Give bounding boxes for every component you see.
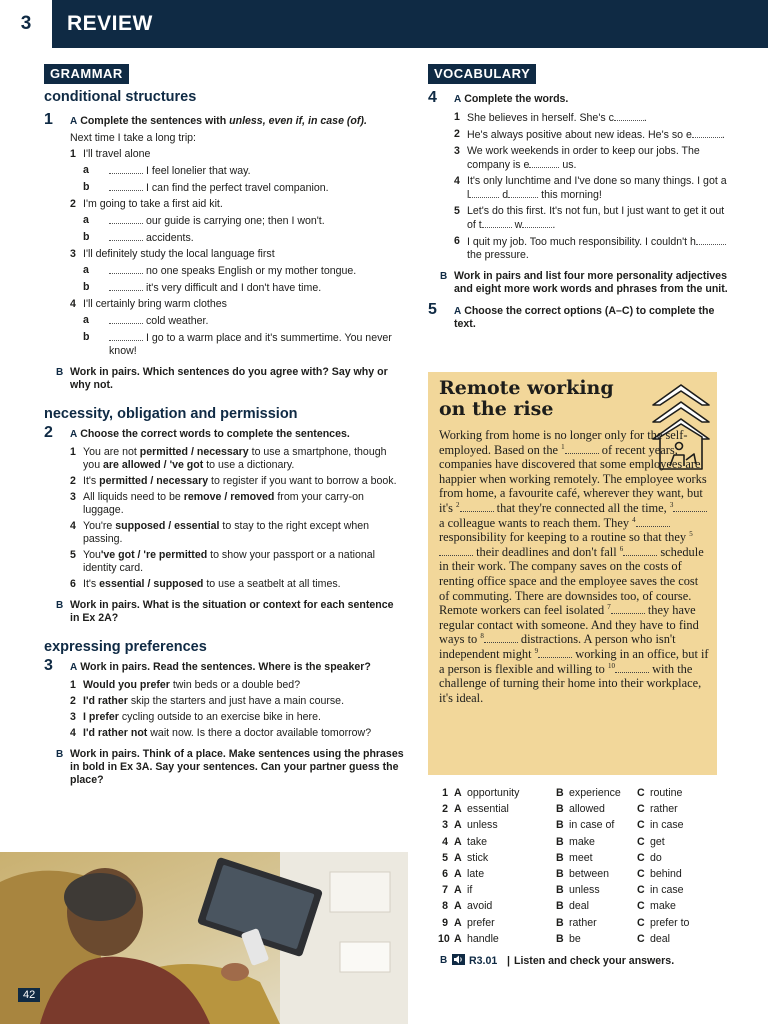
article-blank[interactable] — [636, 516, 670, 527]
option-number: 6 — [442, 867, 448, 880]
option-b[interactable]: make — [569, 835, 595, 848]
sub-text: our guide is carrying one; then I won't. — [146, 215, 325, 227]
option-number: 9 — [442, 916, 448, 929]
exercise-3a — [44, 657, 404, 740]
exercise-instruction: Listen and check your answers. — [514, 954, 675, 967]
option-label: A — [454, 851, 462, 864]
sub-item — [83, 331, 404, 358]
article-blank[interactable] — [673, 501, 707, 512]
article-segment: that they're connected all the time, — [493, 500, 670, 515]
answer-blank[interactable] — [692, 128, 722, 138]
sentence-item — [70, 298, 404, 311]
sentence-item — [70, 549, 404, 575]
sentence-text: from your carry-on luggage. — [83, 491, 364, 516]
option-label: A — [454, 819, 462, 832]
exercise-number: 4 — [428, 89, 437, 106]
sub-letter: a — [83, 214, 89, 226]
option-label: A — [454, 916, 462, 929]
exercise-instruction: Work in pairs. Think of a place. Make sentences using the phrases in bold in Ex 3A. Say your sentences. Can your partner guess the place? — [70, 748, 404, 786]
sub-item — [83, 314, 404, 328]
section-heading-preferences: expressing preferences — [44, 639, 207, 655]
sentence-text: It's — [83, 475, 100, 487]
vocabulary-tag: VOCABULARY — [428, 64, 536, 84]
answer-blank[interactable] — [109, 231, 143, 241]
option-label: B — [556, 867, 564, 880]
option-b[interactable]: be — [569, 932, 581, 945]
exercise-instruction: Work in pairs. Which sentences do you agree with? Say why or why not. — [70, 366, 388, 391]
sentence-text: this morning! — [538, 189, 602, 201]
article-segment: with the challenge of turning their home into their workplace, it's ideal. — [439, 661, 702, 705]
item-number: 6 — [454, 235, 460, 247]
sentence-text: d — [499, 189, 509, 201]
sentence-text: . — [643, 112, 647, 124]
sentence-text: to register if you want to borrow a book. — [208, 475, 397, 487]
sub-text: accidents. — [146, 232, 194, 244]
option-a[interactable]: prefer — [467, 916, 495, 929]
option-label: B — [556, 819, 564, 832]
word-choice[interactable]: permitted / necessary — [99, 475, 209, 487]
option-label: A — [454, 932, 462, 945]
sub-text: I feel lonelier that way. — [146, 165, 251, 177]
gap-number: 6 — [619, 544, 624, 553]
exercise-number: 1 — [44, 111, 53, 128]
exercise-letter: B — [440, 954, 448, 966]
word-choice[interactable]: are allowed / 've got — [103, 459, 204, 471]
option-c[interactable]: make — [650, 900, 676, 913]
article-segment: of recent years, companies have discovered that some employees are happier when working remotely. The employee works from home, a favourite café, wherever they want, but it's — [439, 442, 707, 515]
option-c[interactable]: routine — [650, 787, 683, 799]
item-number: 3 — [70, 491, 76, 503]
option-c[interactable]: behind — [650, 867, 682, 880]
sentence-text: the pressure. — [467, 249, 529, 261]
exercise-letter: B — [56, 749, 64, 760]
article-blank[interactable] — [565, 443, 599, 454]
option-b[interactable]: experience — [569, 787, 621, 799]
exercise-4b — [440, 270, 728, 296]
item-number: 1 — [70, 148, 76, 160]
sentence-item — [70, 578, 404, 591]
article-blank[interactable] — [615, 662, 649, 673]
option-c[interactable]: deal — [650, 932, 671, 945]
answer-blank[interactable] — [109, 164, 143, 174]
option-label: C — [637, 803, 645, 816]
sub-letter: b — [83, 231, 90, 243]
sentence-text: to use a seatbelt at all times. — [203, 578, 341, 590]
exercise-intro: Next time I take a long trip: — [70, 132, 197, 144]
section-heading-conditional: conditional structures — [44, 89, 197, 105]
grammar-column — [44, 64, 404, 787]
option-label: C — [637, 900, 645, 913]
sentence-text: . — [552, 219, 556, 231]
option-label: A — [454, 803, 462, 816]
answer-blank[interactable] — [696, 235, 726, 245]
exercise-letter: A — [70, 662, 78, 673]
option-number: 10 — [438, 932, 450, 945]
answer-blank[interactable] — [109, 281, 143, 291]
sentence-text: twin beds or a double bed? — [169, 679, 301, 691]
answer-blank[interactable] — [529, 158, 559, 168]
option-label: C — [637, 819, 645, 832]
item-number: 2 — [70, 198, 76, 210]
option-label: A — [454, 884, 462, 897]
sentence-item — [70, 475, 404, 488]
article-box — [428, 372, 717, 775]
item-number: 2 — [70, 475, 76, 487]
option-a[interactable]: avoid — [467, 900, 493, 913]
separator: | — [507, 954, 510, 967]
option-label: C — [637, 851, 645, 864]
item-number: 2 — [70, 695, 76, 707]
sentence-text: You are not — [83, 446, 140, 458]
vocabulary-column — [428, 64, 728, 331]
item-number: 2 — [454, 128, 460, 140]
exercise-letter: A — [454, 94, 462, 105]
bold-phrase: I'd rather — [83, 695, 128, 707]
exercise-number: 5 — [428, 301, 437, 318]
sub-item — [83, 164, 404, 178]
sub-text: cold weather. — [146, 315, 209, 327]
page-title: REVIEW — [67, 12, 153, 35]
word-choice[interactable]: 've got / 're permitted — [100, 549, 208, 561]
sub-text: it's very difficult and I don't have time. — [146, 282, 322, 294]
option-a[interactable]: unless — [467, 819, 498, 832]
gap-number: 4 — [632, 515, 636, 524]
sentence-item — [70, 727, 404, 740]
sub-text: I can find the perfect travel companion. — [146, 182, 329, 194]
sentence-item — [70, 695, 404, 708]
option-b[interactable]: unless — [569, 884, 600, 897]
option-a[interactable]: take — [467, 835, 488, 848]
sentence-item — [70, 711, 404, 724]
option-a[interactable]: if — [467, 884, 473, 897]
option-label: A — [454, 900, 462, 913]
option-c[interactable]: prefer to — [650, 916, 690, 929]
answer-blank[interactable] — [469, 188, 499, 198]
option-number: 8 — [442, 900, 448, 913]
exercise-instruction: Complete the words. — [464, 93, 569, 105]
option-b[interactable]: between — [569, 867, 610, 880]
item-number: 3 — [70, 248, 76, 260]
option-number: 1 — [442, 787, 448, 799]
option-b[interactable]: deal — [569, 900, 590, 913]
gap-number: 2 — [456, 500, 460, 509]
sentence-text: You — [83, 549, 101, 561]
option-label: A — [454, 867, 462, 880]
item-number: 3 — [454, 145, 460, 157]
sentence-text: It's — [83, 578, 100, 590]
option-label: B — [556, 900, 564, 913]
item-number: 4 — [70, 298, 76, 310]
exercise-1a — [44, 111, 404, 358]
photo-man-with-laptop — [0, 852, 408, 1024]
gap-number: 10 — [607, 661, 615, 670]
sub-letter: a — [83, 264, 89, 276]
sentence-item — [70, 520, 404, 546]
exercise-2a — [44, 424, 404, 591]
exercise-number: 3 — [44, 657, 53, 674]
sentence-item — [70, 198, 404, 211]
item-number: 4 — [454, 175, 460, 187]
item-number: 4 — [70, 727, 76, 739]
answer-blank[interactable] — [109, 314, 143, 324]
option-b[interactable]: allowed — [569, 803, 605, 816]
exercise-letter: A — [70, 116, 78, 127]
option-label: B — [556, 803, 564, 816]
sentence-text: Let's do this first. It's not fun, but I just want to get it out of t — [467, 205, 725, 231]
option-label: A — [454, 787, 462, 799]
sentence-item — [454, 235, 728, 262]
sub-item — [83, 181, 404, 195]
option-label: B — [556, 884, 564, 897]
option-label: C — [637, 787, 645, 799]
item-number: 3 — [70, 711, 76, 723]
sentence-text: to use a smartphone, though you — [83, 446, 387, 471]
sentence-item — [70, 679, 404, 692]
sentence-text: I'm going to take a first aid kit. — [83, 198, 223, 210]
exercise-2b — [56, 599, 404, 625]
bold-phrase: I prefer — [83, 711, 119, 723]
option-a[interactable]: essential — [467, 803, 509, 816]
sentence-text: You're — [83, 520, 116, 532]
sentence-text: . — [721, 129, 725, 141]
exercise-letter: B — [56, 600, 64, 611]
sentence-item — [454, 145, 728, 172]
option-c[interactable]: rather — [650, 803, 678, 816]
option-b[interactable]: meet — [569, 851, 593, 864]
sub-letter: b — [83, 331, 90, 343]
exercise-instruction: Complete the sentences with — [80, 115, 227, 127]
sentence-text: cycling outside to an exercise bike in here. — [118, 711, 321, 723]
word-choice[interactable]: essential / supposed — [99, 578, 204, 590]
option-number: 2 — [442, 803, 448, 816]
option-a[interactable]: handle — [467, 932, 499, 945]
sentence-text: We work weekends in order to keep our jobs. The company is e — [467, 145, 700, 171]
audio-track-code[interactable]: R3.01 — [469, 954, 498, 967]
answer-blank[interactable] — [614, 111, 644, 121]
option-a[interactable]: opportunity — [467, 787, 520, 799]
sentence-text: w — [511, 219, 523, 231]
sentence-text: He's always positive about new ideas. He's so e — [467, 129, 692, 141]
exercise-instruction: Choose the correct words to complete the sentences. — [80, 428, 350, 440]
option-label: C — [637, 932, 645, 945]
article-segment: responsibility for keeping to a routine so that they — [439, 530, 690, 545]
article-blank[interactable] — [538, 647, 572, 658]
section-heading-necessity: necessity, obligation and permission — [44, 406, 298, 422]
sub-item — [83, 281, 404, 295]
option-b[interactable]: in case of — [569, 819, 615, 832]
sub-item — [83, 214, 404, 228]
sentence-item — [454, 111, 728, 125]
gap-number: 8 — [480, 632, 484, 641]
answer-blank[interactable] — [522, 218, 552, 228]
answer-blank[interactable] — [109, 331, 143, 341]
option-b[interactable]: rather — [569, 916, 597, 929]
answer-blank[interactable] — [109, 181, 143, 191]
option-number: 5 — [442, 851, 448, 864]
unit-number: 3 — [0, 0, 52, 48]
sentence-item — [454, 128, 728, 142]
sentence-text: I'll certainly bring warm clothes — [83, 298, 227, 310]
option-label: B — [556, 916, 564, 929]
sub-letter: a — [83, 314, 89, 326]
exercise-1b — [56, 366, 404, 392]
option-label: B — [556, 835, 564, 848]
item-number: 1 — [70, 446, 76, 458]
article-title: Remote working on the rise — [439, 377, 614, 420]
page-number: 42 — [18, 988, 40, 1002]
sentence-text: It's only lunchtime and I've done so many things. I got a l — [467, 175, 727, 201]
option-label: C — [637, 884, 645, 897]
sentence-text: us. — [559, 159, 577, 171]
option-label: C — [637, 867, 645, 880]
article-text — [439, 428, 711, 705]
option-number: 4 — [442, 835, 448, 848]
answer-blank[interactable] — [109, 264, 143, 274]
option-a[interactable]: stick — [467, 851, 489, 864]
exercise-instruction: Work in pairs and list four more personality adjectives and eight more work words and phrases from the unit. — [454, 270, 728, 295]
sentence-text: to show your passport or a national identity card. — [83, 549, 376, 574]
item-number: 5 — [70, 549, 76, 561]
option-label: B — [556, 787, 564, 799]
item-number: 6 — [70, 578, 76, 590]
speaker-icon[interactable] — [452, 954, 465, 965]
exercise-letter: A — [70, 429, 78, 440]
article-blank[interactable] — [611, 603, 645, 614]
option-number: 7 — [442, 884, 448, 897]
sentence-text: I'll definitely study the local language first — [83, 248, 275, 260]
article-blank[interactable] — [623, 545, 657, 556]
word-choice[interactable]: permitted / necessary — [139, 446, 249, 458]
sentence-text: wait now. Is there a doctor available tomorrow? — [147, 727, 372, 739]
option-c[interactable]: get — [650, 835, 665, 848]
gap-number: 5 — [689, 530, 693, 539]
article-segment: their deadlines and don't fall — [473, 544, 620, 559]
sentence-item — [454, 205, 728, 232]
sub-item — [83, 231, 404, 245]
sentence-text: I quit my job. Too much responsibility. I couldn't h — [467, 236, 696, 248]
article-segment: a colleague wants to reach them. They — [439, 515, 633, 530]
item-number: 1 — [70, 679, 76, 691]
sentence-item — [70, 148, 404, 161]
gap-number: 9 — [534, 646, 539, 655]
article-blank[interactable] — [460, 501, 494, 512]
sub-item — [83, 264, 404, 278]
article-segment: distractions. A person who isn't independent might — [439, 632, 676, 661]
exercise-letter: A — [454, 306, 462, 317]
sentence-item — [70, 446, 404, 472]
option-label: C — [637, 835, 645, 848]
option-label: C — [637, 916, 645, 929]
item-number: 4 — [70, 520, 76, 532]
sentence-text: skip the starters and just have a main course. — [127, 695, 345, 707]
sub-text: no one speaks English or my mother tongue. — [146, 265, 357, 277]
option-label: A — [454, 835, 462, 848]
sentence-item — [70, 248, 404, 261]
sub-text: I go to a warm place and it's summertime. You never know! — [109, 332, 392, 357]
sub-letter: b — [83, 281, 90, 293]
sentence-text: I'll travel alone — [83, 148, 151, 160]
bold-phrase: Would you prefer — [83, 679, 170, 691]
grammar-tag: GRAMMAR — [44, 64, 129, 84]
article-segment: working in an office, but if a person is flexible and willing to — [439, 646, 709, 676]
option-label: B — [556, 932, 564, 945]
exercise-3b — [56, 748, 404, 787]
exercise-instruction: Work in pairs. Read the sentences. Where is the speaker? — [80, 661, 371, 673]
exercise-instruction-words: unless, even if, in case (of). — [229, 115, 367, 127]
item-number: 1 — [454, 111, 460, 123]
option-c[interactable]: in case — [650, 819, 684, 832]
sentence-item — [454, 175, 728, 202]
answer-blank[interactable] — [482, 218, 512, 228]
exercise-letter: B — [440, 271, 448, 282]
article-segment: they have regular contact with someone. And they have to find ways to — [439, 603, 699, 647]
option-c[interactable]: in case — [650, 884, 684, 897]
option-c[interactable]: do — [650, 851, 662, 864]
sentence-text: to stay to the right except when passing. — [83, 520, 370, 545]
article-blank[interactable] — [484, 632, 518, 643]
gap-number: 3 — [669, 500, 674, 509]
sentence-item — [70, 491, 404, 517]
exercise-instruction: Work in pairs. What is the situation or context for each sentence in Ex 2A? — [70, 599, 394, 624]
option-label: B — [556, 851, 564, 864]
sentence-text: to use a dictionary. — [203, 459, 295, 471]
sub-letter: a — [83, 164, 89, 176]
sentence-text: She believes in herself. She's c — [467, 112, 614, 124]
bold-phrase: I'd rather not — [83, 727, 148, 739]
item-number: 5 — [454, 205, 460, 217]
option-a[interactable]: late — [467, 867, 485, 880]
exercise-letter: B — [56, 367, 64, 378]
word-choice[interactable]: supposed / essential — [115, 520, 220, 532]
article-blank[interactable] — [439, 545, 473, 556]
option-number: 3 — [442, 819, 448, 832]
word-choice[interactable]: remove / removed — [183, 491, 275, 503]
sub-letter: b — [83, 181, 90, 193]
gap-number: 1 — [561, 442, 565, 451]
exercise-5a — [428, 301, 728, 331]
answer-blank[interactable] — [109, 214, 143, 224]
exercise-4a — [428, 89, 728, 262]
exercise-number: 2 — [44, 424, 53, 441]
exercise-instruction: Choose the correct options (A–C) to complete the text. — [454, 305, 715, 330]
sentence-text: All liquids need to be — [83, 491, 184, 503]
gap-number: 7 — [607, 603, 611, 611]
article-segment: schedule in their work. The company saves on the costs of renting office space and the employee saves the cost of commuting. There are downsides too, of course. Remote workers can feel isolated — [439, 544, 704, 618]
article-segment: Working from home is no longer only for the self-employed. Based on the — [439, 428, 688, 457]
answer-blank[interactable] — [508, 188, 538, 198]
